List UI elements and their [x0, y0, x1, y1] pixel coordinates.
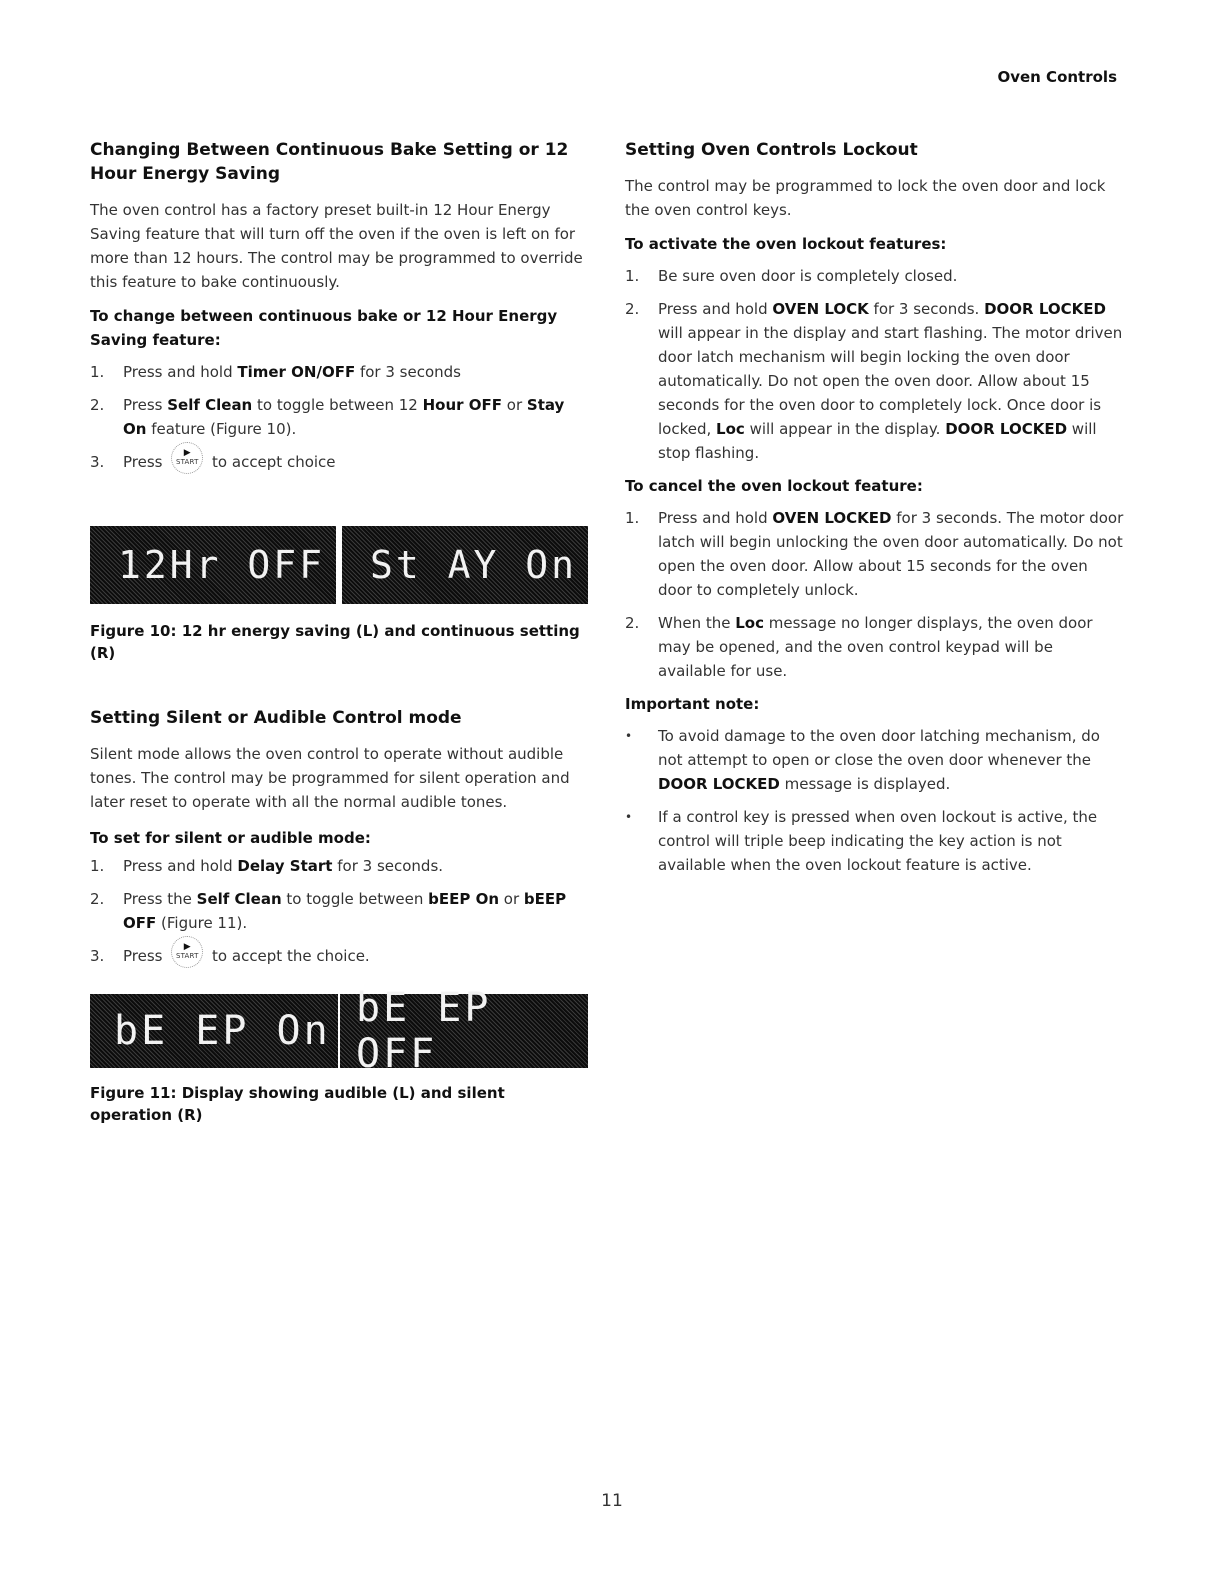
step-item — [90, 360, 590, 384]
steps-list-silent-mode — [90, 854, 590, 968]
section-intro-silent-mode: Silent mode allows the oven control to operate without audible tones. The control may be programmed for silent operation and later reset to operate with all the normal audible tones. — [90, 745, 570, 811]
display-message: DOOR LOCKED — [984, 300, 1106, 318]
note-text: If a control key is pressed when oven lockout is active, the control will triple beep indicating the key action is not available when the oven lockout feature is active. — [658, 808, 1098, 874]
step-item — [625, 297, 1125, 465]
section-title-lockout: Setting Oven Controls Lockout — [625, 140, 918, 160]
play-triangle-icon: ▶ — [183, 448, 191, 458]
instructions-subhead-continuous-bake: To change between continuous bake or 12 Hour Energy Saving feature: — [90, 307, 558, 349]
activate-steps-list — [625, 264, 1125, 465]
step-number: 2. — [625, 300, 640, 318]
cancel-steps-list — [625, 506, 1125, 683]
right-column — [625, 138, 1125, 886]
cancel-lockout-subhead: To cancel the oven lockout feature: — [625, 477, 923, 495]
step-number: 2. — [625, 614, 640, 632]
step-text: Press ▶ START to accept choice — [123, 450, 590, 474]
step-text: Press and hold Timer ON/OFF for 3 seconds — [123, 363, 461, 381]
key-name: Self Clean — [196, 890, 282, 908]
note-item — [625, 724, 1125, 796]
figure-11-caption: Figure 11: Display showing audible (L) and silent operation (R) — [90, 1084, 505, 1124]
display-option: Stay On — [123, 396, 565, 438]
step-item — [625, 264, 1125, 288]
display-panel-beep-on: bE EP On — [90, 994, 338, 1068]
step-item — [90, 944, 590, 968]
display-message: DOOR LOCKED — [658, 775, 780, 793]
figure-10-caption: Figure 10: 12 hr energy saving (L) and continuous setting (R) — [90, 622, 580, 662]
display-panel-stay-on: St AY On — [342, 526, 588, 604]
display-message: DOOR LOCKED — [945, 420, 1068, 438]
step-text: When the Loc message no longer displays, the oven door may be opened, and the oven control keypad will be available for use. — [658, 614, 1093, 680]
key-name: OVEN LOCKED — [772, 509, 892, 527]
step-number: 1. — [625, 267, 640, 285]
bullet-icon: • — [625, 810, 633, 824]
step-number: 1. — [90, 857, 105, 875]
step-item — [625, 611, 1125, 683]
step-text: Press and hold OVEN LOCKED for 3 seconds. The motor door latch will begin unlocking the oven door automatically. Do not open the oven door. Allow about 15 seconds for the oven door to completely unlock. — [658, 509, 1124, 599]
page-number: 11 — [601, 1491, 623, 1511]
step-item — [90, 393, 590, 441]
activate-lockout-subhead: To activate the oven lockout features: — [625, 235, 947, 253]
display-option: bEEP On — [428, 890, 500, 908]
step-text: Press ▶ START to accept the choice. — [123, 944, 590, 968]
step-number: 1. — [90, 363, 105, 381]
display-option: Hour OFF — [422, 396, 503, 414]
page-section-header: Oven Controls — [997, 68, 1117, 86]
section-intro-lockout: The control may be programmed to lock the oven door and lock the oven control keys. — [625, 177, 1106, 219]
key-name: Self Clean — [167, 396, 253, 414]
step-number: 2. — [90, 396, 105, 414]
steps-list-continuous-bake — [90, 360, 590, 474]
display-panel-beep-off: bE EP OFF — [340, 994, 588, 1068]
step-text: Press the Self Clean to toggle between bEEP On or bEEP OFF (Figure 11). — [123, 890, 567, 932]
step-item — [90, 854, 590, 878]
step-number: 2. — [90, 890, 105, 908]
step-item — [90, 450, 590, 474]
note-item — [625, 805, 1125, 877]
start-button-icon: ▶ START — [171, 936, 203, 968]
step-text: Press and hold OVEN LOCK for 3 seconds. DOOR LOCKED will appear in the display and start flashing. The motor driven door latch mechanism will begin locking the oven door automatically. Do not open the oven door. Allow about 15 seconds for the oven door to completely lock. Once door is locked, Loc will appear in the display. DOOR LOCKED will stop flashing. — [658, 300, 1123, 462]
step-number: 1. — [625, 509, 640, 527]
step-text: Press and hold Delay Start for 3 seconds. — [123, 857, 444, 875]
important-notes-list — [625, 724, 1125, 877]
step-text: Press Self Clean to toggle between 12 Hour OFF or Stay On feature (Figure 10). — [123, 396, 565, 438]
note-text: To avoid damage to the oven door latching mechanism, do not attempt to open or close the oven door whenever the DOOR LOCKED message is displayed. — [658, 727, 1100, 793]
step-item — [90, 887, 590, 935]
important-note-subhead: Important note: — [625, 695, 760, 713]
display-message: Loc — [735, 614, 764, 632]
play-triangle-icon: ▶ — [183, 942, 191, 952]
step-number: 3. — [90, 947, 105, 965]
display-panel-12hr-off: 12Hr OFF — [90, 526, 336, 604]
figure-11 — [90, 985, 590, 1077]
display-message: Loc — [716, 420, 745, 438]
step-text: Be sure oven door is completely closed. — [658, 267, 958, 285]
key-name: OVEN LOCK — [772, 300, 869, 318]
section-title-silent-mode: Setting Silent or Audible Control mode — [90, 708, 462, 728]
step-number: 3. — [90, 453, 105, 471]
key-name: Timer ON/OFF — [237, 363, 356, 381]
section-intro-continuous-bake: The oven control has a factory preset built-in 12 Hour Energy Saving feature that will turn off the oven if the oven is left on for more than 12 hours. The control may be programmed to override this feature to bake continuously. — [90, 201, 583, 291]
start-button-icon: ▶ START — [171, 442, 203, 474]
step-item — [625, 506, 1125, 602]
display-option: bEEP OFF — [123, 890, 567, 932]
bullet-icon: • — [625, 729, 633, 743]
key-name: Delay Start — [237, 857, 333, 875]
left-column — [90, 138, 590, 1126]
section-title-continuous-bake: Changing Between Continuous Bake Setting or 12 Hour Energy Saving — [90, 140, 569, 184]
instructions-subhead-silent-mode: To set for silent or audible mode: — [90, 829, 371, 847]
figure-10 — [90, 526, 590, 604]
